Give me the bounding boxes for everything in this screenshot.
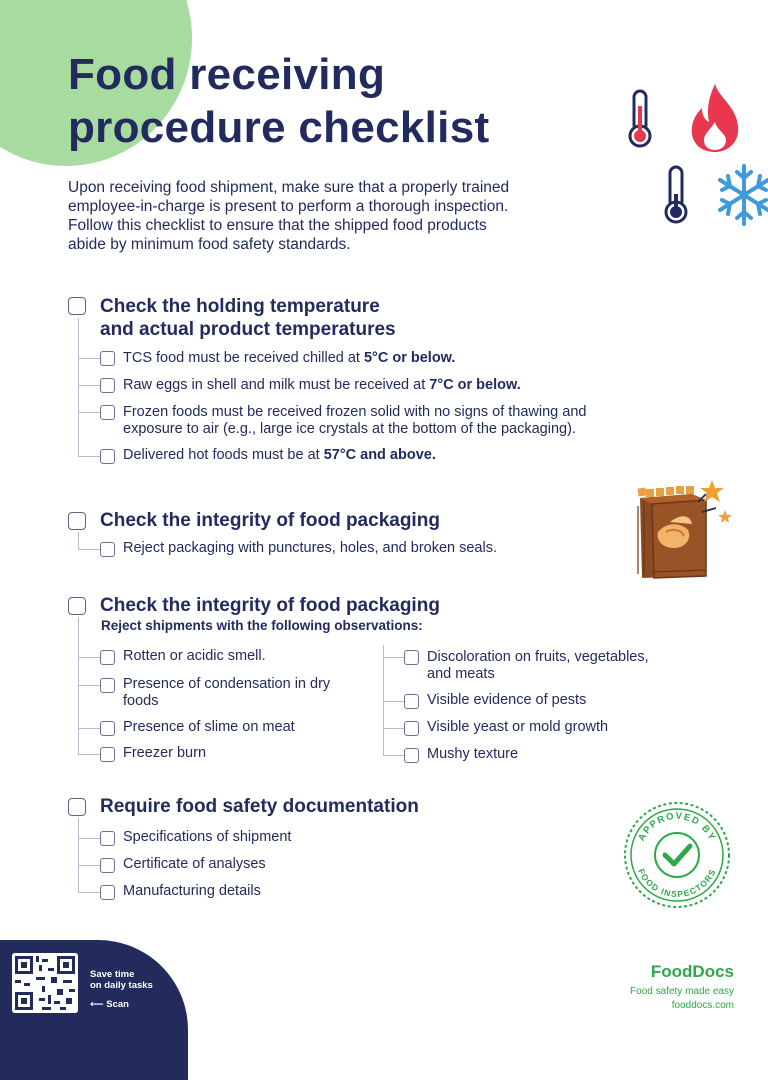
checklist-item: Presence of slime on meat [123, 719, 295, 735]
tree-line [78, 456, 100, 457]
snowflake-icon [716, 162, 768, 228]
thermometer-hot-icon [624, 88, 656, 150]
checklist-item [123, 350, 455, 367]
checklist-item: Freezer burn [123, 745, 207, 761]
item-text: Presence of condensation in dry [123, 676, 331, 692]
checklist-item: Mushy texture [427, 746, 519, 762]
tree-line [78, 657, 100, 658]
item-checkbox[interactable] [404, 748, 419, 763]
tree-line [78, 728, 100, 729]
tree-line [78, 818, 79, 892]
checklist-item [123, 377, 521, 394]
item-checkbox[interactable] [100, 721, 115, 736]
intro-line: Upon receiving food shipment, make sure that a properly trained [68, 179, 510, 196]
approved-stamp-icon [617, 800, 737, 910]
item-emphasis: 7°C or below. [429, 377, 521, 393]
section-title-line: Check the holding temperature [100, 296, 380, 317]
checklist-item: Visible evidence of pests [427, 692, 587, 708]
save-time-text [90, 969, 153, 991]
section-3-subtitle: Reject shipments with the following observations: [101, 618, 423, 633]
intro-line: employee-in-charge is present to perform a thorough inspection. [68, 198, 509, 215]
item-checkbox[interactable] [100, 678, 115, 693]
tree-line [78, 318, 79, 456]
tree-line [78, 358, 100, 359]
intro-line: abide by minimum food safety standards. [68, 236, 351, 253]
tree-line [383, 755, 404, 756]
checklist-item [123, 404, 586, 438]
checklist-item [427, 649, 649, 683]
item-checkbox[interactable] [100, 747, 115, 762]
item-checkbox[interactable] [100, 831, 115, 846]
qr-code-icon[interactable] [12, 953, 78, 1013]
title-line-1: Food receiving [68, 50, 386, 99]
save-time-line: on daily tasks [90, 980, 153, 991]
item-text: Frozen foods must be received frozen solid with no signs of thawing and [123, 404, 587, 420]
checklist-item [123, 676, 330, 710]
tree-line [383, 728, 404, 729]
tree-line [383, 701, 404, 702]
item-text: Discoloration on fruits, vegetables, [427, 649, 649, 665]
item-checkbox[interactable] [100, 449, 115, 464]
item-emphasis: 57°C and above. [323, 447, 436, 463]
item-checkbox[interactable] [404, 721, 419, 736]
checklist-item: Certificate of analyses [123, 856, 266, 872]
intro-line: Follow this checklist to ensure that the shipped food products [68, 217, 487, 234]
item-text: foods [123, 693, 159, 709]
section-4-checkbox[interactable] [68, 798, 86, 816]
tree-line [78, 385, 100, 386]
tree-line [78, 892, 100, 893]
section-1-title [100, 295, 396, 341]
brand-tagline: Food safety made easy [630, 986, 734, 997]
checklist-item: Visible yeast or mold growth [427, 719, 609, 735]
item-checkbox[interactable] [100, 351, 115, 366]
item-checkbox[interactable] [404, 650, 419, 665]
stamp-bottom-text: FOOD INSPECTORS [636, 866, 718, 900]
section-2-checkbox[interactable] [68, 512, 86, 530]
item-checkbox[interactable] [100, 405, 115, 420]
intro-paragraph [68, 178, 628, 254]
checklist-item: Manufacturing details [123, 883, 261, 899]
scan-label: ⟵ Scan [90, 999, 129, 1010]
tree-line [78, 865, 100, 866]
item-text: TCS food must be received chilled at [123, 350, 364, 366]
brand-logo: FoodDocs [650, 962, 734, 981]
tree-line [78, 412, 100, 413]
stamp-top-text: APPROVED BY [636, 810, 718, 844]
checklist-item [123, 447, 436, 464]
item-checkbox[interactable] [100, 858, 115, 873]
checklist-item: Specifications of shipment [123, 829, 292, 845]
section-3-checkbox[interactable] [68, 597, 86, 615]
brand-website[interactable]: fooddocs.com [671, 1000, 734, 1011]
checklist-item: Reject packaging with punctures, holes, and broken seals. [123, 540, 497, 556]
item-checkbox[interactable] [100, 542, 115, 557]
item-checkbox[interactable] [404, 694, 419, 709]
tree-line [383, 657, 404, 658]
tree-line [78, 754, 100, 755]
flame-icon [686, 82, 744, 154]
section-1-checkbox[interactable] [68, 297, 86, 315]
item-checkbox[interactable] [100, 650, 115, 665]
page-title [68, 48, 489, 154]
tree-line [78, 532, 79, 549]
section-2-title: Check the integrity of food packaging [100, 510, 440, 531]
section-title-line: and actual product temperatures [100, 319, 396, 340]
item-checkbox[interactable] [100, 885, 115, 900]
food-package-icon [632, 478, 732, 582]
item-text: exposure to air (e.g., large ice crystals at the bottom of the packaging). [123, 421, 576, 437]
tree-line [78, 549, 100, 550]
section-4-title: Require food safety documentation [100, 796, 419, 817]
item-text: and meats [427, 666, 495, 682]
tree-line [78, 685, 100, 686]
item-text: Delivered hot foods must be at [123, 447, 324, 463]
item-checkbox[interactable] [100, 378, 115, 393]
section-3-title: Check the integrity of food packaging [100, 595, 440, 616]
title-line-2: procedure checklist [68, 103, 490, 152]
item-text: Raw eggs in shell and milk must be received at [123, 377, 430, 393]
save-time-line: Save time [90, 969, 135, 980]
checklist-item: Rotten or acidic smell. [123, 648, 266, 664]
tree-line [78, 838, 100, 839]
item-emphasis: 5°C or below. [363, 350, 456, 366]
tree-line [383, 645, 384, 755]
thermometer-cold-icon [660, 164, 692, 226]
